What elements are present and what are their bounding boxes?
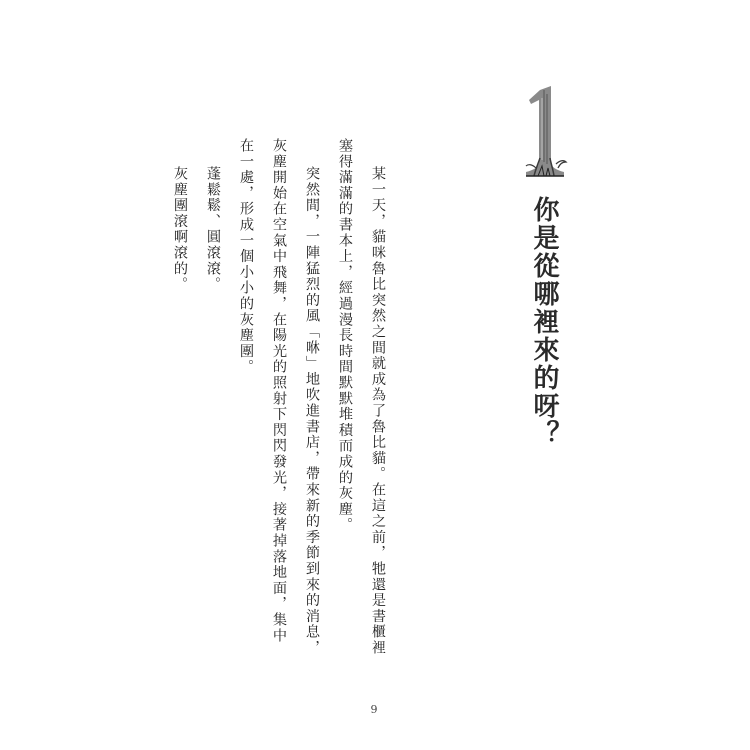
chapter-title: 你是從哪裡來的呀？ <box>529 196 559 448</box>
chapter-number-1-illustration <box>520 84 568 180</box>
page-number: 9 <box>370 703 378 716</box>
paragraph: 灰塵團滾啊滾的。 <box>172 166 188 293</box>
paragraph: 某一天，貓咪魯比突然之間就成為了魯比貓。在這之前，牠還是書櫃裡塞得滿滿的書本上，經過漫長時間默默堆積而成的灰塵。 <box>337 138 386 657</box>
paragraph: 蓬鬆鬆、圓滾滾。 <box>205 166 221 293</box>
chapter-body <box>168 138 394 658</box>
paragraph: 突然間，一陣猛烈的風「咻」地吹進書店，帶來新的季節到來的消息，灰塵開始在空氣中飛舞，在陽光的照射下閃閃發光，接著掉落地面，集中在一處，形成一個小小的灰塵團。 <box>238 138 320 657</box>
